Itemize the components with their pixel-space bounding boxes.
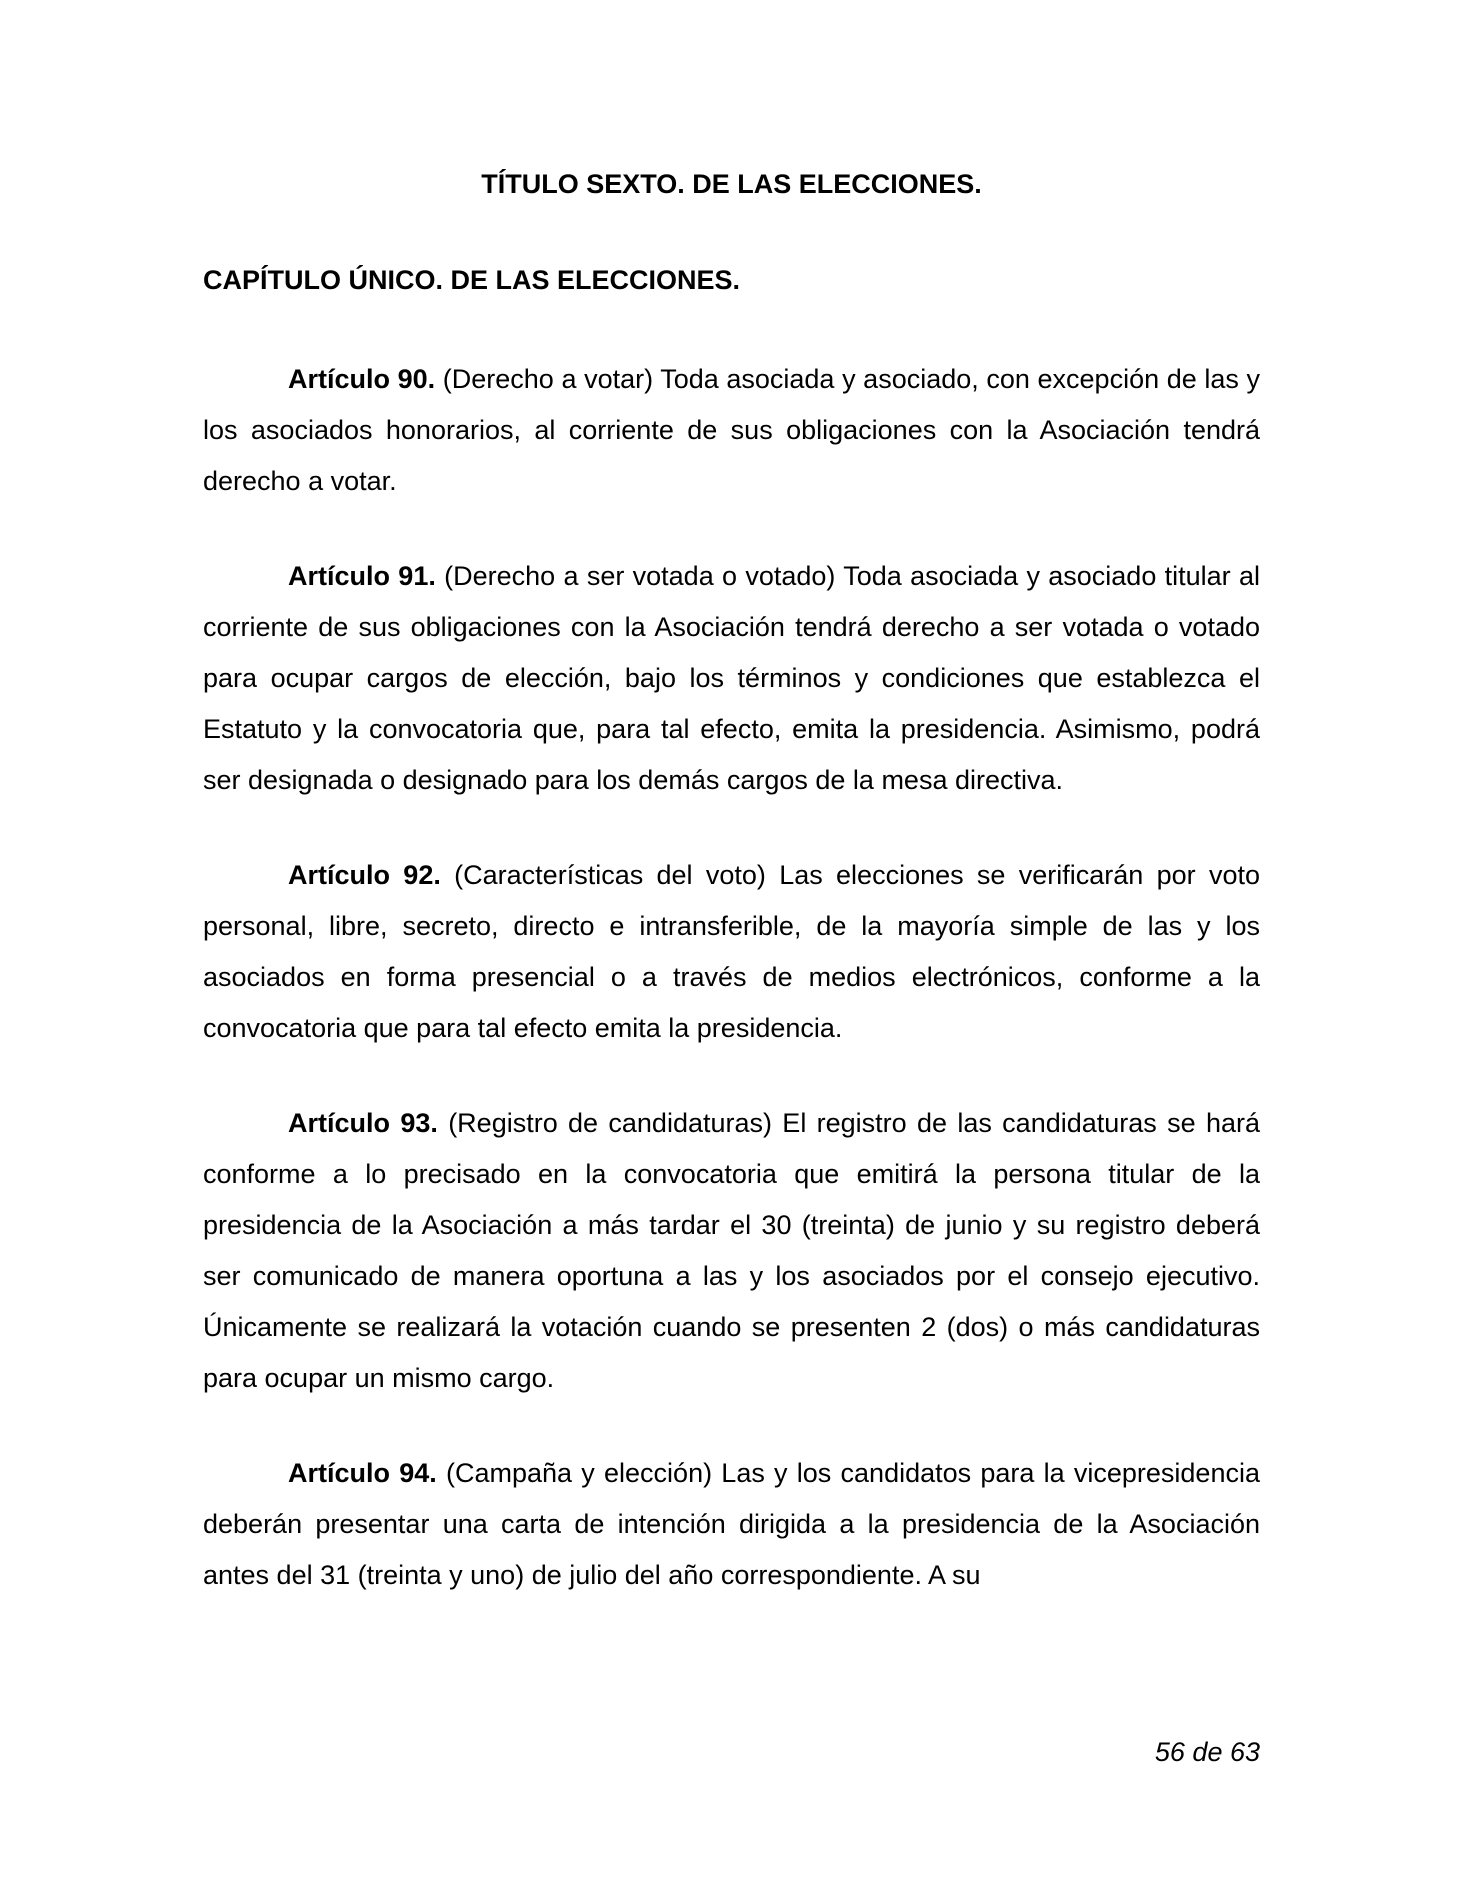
article-92-text: (Características del voto) Las elecciones se verificarán por voto personal, libre, secreto, directo e intransferible, de la mayoría simple de las y los asociados en forma presencial o a través de medios electrónicos, conforme a la convocatoria que para tal efecto emita la presidencia. [203, 860, 1260, 1043]
article-93-paragraph [203, 1098, 1260, 1404]
document-title: TÍTULO SEXTO. DE LAS ELECCIONES. [481, 169, 982, 199]
article-91-text: (Derecho a ser votada o votado) Toda asociada y asociado titular al corriente de sus obligaciones con la Asociación tendrá derecho a ser votada o votado para ocupar cargos de elección, bajo los términos y condiciones que establezca el Estatuto y la convocatoria que, para tal efecto, emita la presidencia. Asimismo, podrá ser designada o designado para los demás cargos de la mesa directiva. [203, 561, 1260, 795]
article-94-paragraph [203, 1448, 1260, 1601]
article-90-text: (Derecho a votar) Toda asociada y asociado, con excepción de las y los asociados honorarios, al corriente de sus obligaciones con la Asociación tendrá derecho a votar. [203, 364, 1260, 496]
page-number: 56 de 63 [1154, 1737, 1260, 1767]
chapter-heading: CAPÍTULO ÚNICO. DE LAS ELECCIONES. [203, 265, 741, 295]
article-94-label: Artículo 94. [288, 1458, 437, 1488]
article-92-label: Artículo 92. [288, 860, 441, 890]
article-92-paragraph [203, 850, 1260, 1054]
article-90-paragraph [203, 354, 1260, 507]
article-94-text: (Campaña y elección) Las y los candidatos para la vicepresidencia deberán presentar una carta de intención dirigida a la presidencia de la Asociación antes del 31 (treinta y uno) de julio del año correspondiente. A su [203, 1458, 1260, 1590]
article-93-text: (Registro de candidaturas) El registro de las candidaturas se hará conforme a lo precisado en la convocatoria que emitirá la persona titular de la presidencia de la Asociación a más tardar el 30 (treinta) de junio y su registro deberá ser comunicado de manera oportuna a las y los asociados por el consejo ejecutivo. Únicamente se realizará la votación cuando se presenten 2 (dos) o más candidaturas para ocupar un mismo cargo. [203, 1108, 1260, 1393]
article-91-paragraph [203, 551, 1260, 806]
article-90-label: Artículo 90. [288, 364, 436, 394]
article-91-label: Artículo 91. [288, 561, 436, 591]
article-93-label: Artículo 93. [288, 1108, 438, 1138]
